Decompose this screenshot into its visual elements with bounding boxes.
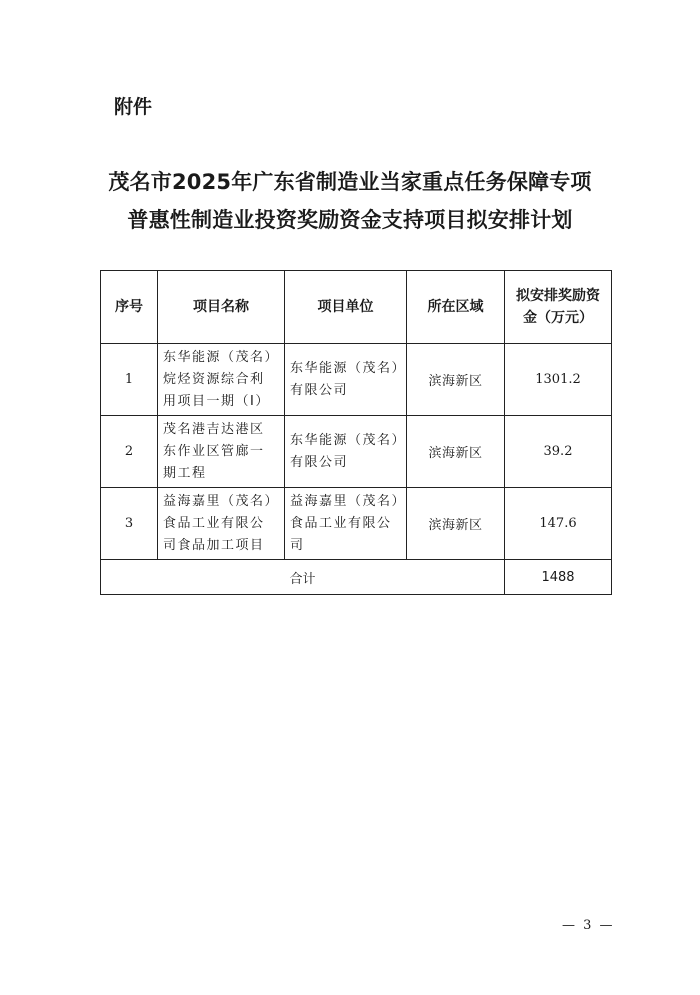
row-project-unit [285, 344, 407, 416]
project-unit-line: 东华能源（茂名） [290, 432, 407, 448]
project-unit-line: 有限公司 [290, 382, 349, 398]
project-name-line: 益海嘉里（茂名） [163, 493, 280, 509]
row-project-name [158, 488, 285, 560]
project-unit-line: 益海嘉里（茂名） [290, 493, 407, 509]
row-project-name [158, 416, 285, 488]
funding-plan-table [100, 270, 612, 595]
document-title-line-2: 普惠性制造业投资奖励资金支持项目拟安排计划 [127, 208, 573, 232]
project-unit-line: 食品工业有限公 [290, 515, 392, 531]
document-title-line-1: 茂名市2025年广东省制造业当家重点任务保障专项 [108, 170, 592, 194]
table-row [101, 488, 612, 560]
row-project-unit [285, 416, 407, 488]
project-name-line: 用项目一期（Ⅰ） [163, 393, 270, 409]
attachment-label: 附件 [114, 96, 153, 118]
project-name-line: 烷烃资源综合利 [163, 371, 265, 387]
row-seq: 1 [101, 344, 158, 416]
page-number: — 3 — [562, 918, 615, 933]
header-seq: 序号 [101, 271, 158, 344]
project-unit-line: 有限公司 [290, 454, 349, 470]
row-seq: 3 [101, 488, 158, 560]
row-amount: 39.2 [505, 416, 612, 488]
table-row [101, 344, 612, 416]
row-amount: 147.6 [505, 488, 612, 560]
header-project-name: 项目名称 [158, 271, 285, 344]
project-name-line: 期工程 [163, 465, 207, 481]
row-project-name [158, 344, 285, 416]
project-name-line: 东作业区管廊一 [163, 443, 265, 459]
total-value: 1488 [505, 560, 612, 595]
header-amount: 拟安排奖励资金（万元） [505, 271, 612, 344]
total-label: 合计 [101, 560, 505, 595]
row-region: 滨海新区 [407, 344, 505, 416]
row-project-unit [285, 488, 407, 560]
table-total-row [101, 560, 612, 595]
row-amount: 1301.2 [505, 344, 612, 416]
header-region: 所在区域 [407, 271, 505, 344]
header-project-unit: 项目单位 [285, 271, 407, 344]
row-region: 滨海新区 [407, 488, 505, 560]
table-header-row [101, 271, 612, 344]
project-unit-line: 东华能源（茂名） [290, 360, 407, 376]
table-row [101, 416, 612, 488]
project-name-line: 茂名港吉达港区 [163, 421, 265, 437]
project-name-line: 司食品加工项目 [163, 537, 265, 553]
project-name-line: 东华能源（茂名） [163, 349, 280, 365]
project-name-line: 食品工业有限公 [163, 515, 265, 531]
project-unit-line: 司 [290, 537, 305, 553]
row-seq: 2 [101, 416, 158, 488]
row-region: 滨海新区 [407, 416, 505, 488]
